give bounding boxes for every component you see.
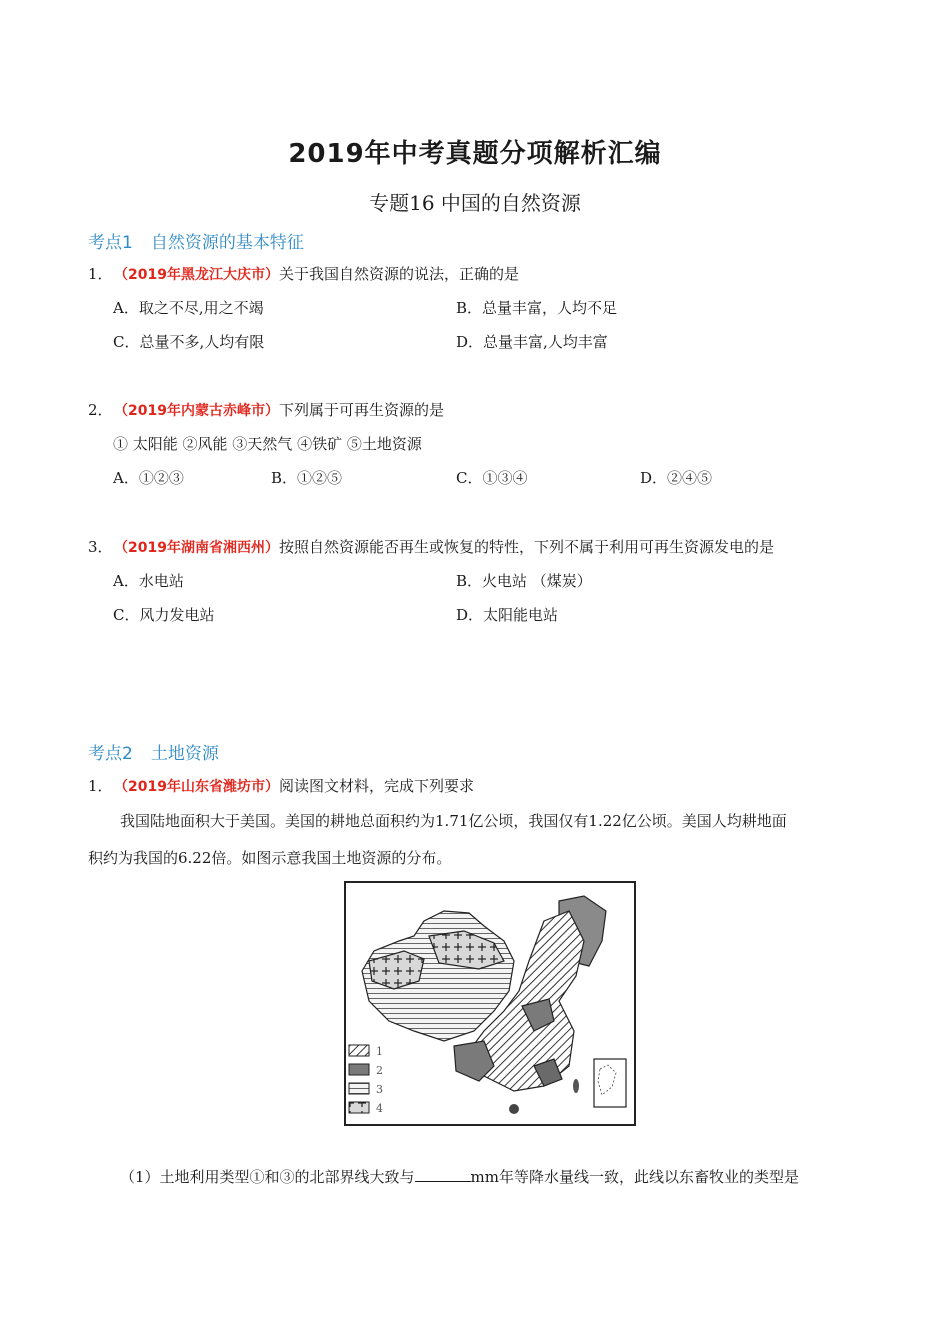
answer-blank[interactable]	[415, 1167, 471, 1182]
question-stem: 关于我国自然资源的说法，正确的是	[278, 265, 519, 283]
option-a: A．取之不尽,用之不竭	[113, 299, 264, 317]
legend-label-4: 4	[376, 1102, 383, 1115]
question-stem: 阅读图文材料，完成下列要求	[278, 777, 474, 795]
material-paragraph-line-1: 我国陆地面积大于美国。美国的耕地总面积约为1.71亿公顷，我国仅有1.22亿公顷。美国人均耕地面	[120, 812, 787, 830]
question-source: （2019年山东省潍坊市）	[114, 779, 279, 795]
material-paragraph-line-2: 积约为我国的6.22倍。如图示意我国土地资源的分布。	[88, 849, 452, 867]
page-subtitle: 专题16 中国的自然资源	[369, 191, 581, 215]
option-d: D．总量丰富,人均丰富	[456, 333, 608, 351]
section-heading-2: 考点2 土地资源	[88, 744, 219, 764]
question-1-2: 2．（2019年内蒙古赤峰市）下列属于可再生资源的是	[88, 401, 444, 419]
sub-question-1: （1）土地利用类型①和③的北部界线大致与 mm年等降水量线一致，此线以东畜牧业的类型是	[120, 1168, 799, 1186]
option-b: B．①②⑤	[271, 469, 343, 487]
option-a: A．水电站	[113, 572, 184, 590]
option-b: B．总量丰富，人均不足	[456, 299, 618, 317]
question-source: （2019年内蒙古赤峰市）	[114, 403, 279, 419]
legend-label-1: 1	[376, 1045, 383, 1058]
question-stem: 按照自然资源能否再生或恢复的特性，下列不属于利用可再生资源发电的是	[278, 538, 774, 556]
option-b: B．火电站 （煤炭）	[456, 572, 592, 590]
page-title: 2019年中考真题分项解析汇编	[288, 139, 662, 169]
option-d: D．太阳能电站	[456, 606, 559, 624]
question-source: （2019年黑龙江大庆市）	[114, 267, 279, 283]
question-items: ① 太阳能 ②风能 ③天然气 ④铁矿 ⑤土地资源	[113, 435, 422, 453]
question-1-3: 3．（2019年湖南省湘西州）按照自然资源能否再生或恢复的特性，下列不属于利用可再生资源发电的是	[88, 538, 774, 556]
question-stem: 下列属于可再生资源的是	[278, 401, 444, 419]
option-c: C．①③④	[456, 469, 528, 487]
legend-label-2: 2	[376, 1064, 383, 1077]
option-d: D．②④⑤	[640, 469, 713, 487]
question-1-1: 1．（2019年黑龙江大庆市）关于我国自然资源的说法，正确的是	[88, 265, 519, 283]
question-source: （2019年湖南省湘西州）	[114, 540, 279, 556]
china-land-resources-map	[344, 881, 636, 1126]
option-c: C．总量不多,人均有限	[113, 333, 265, 351]
question-2-1: 1．（2019年山东省潍坊市）阅读图文材料，完成下列要求	[88, 777, 474, 795]
option-c: C．风力发电站	[113, 606, 215, 624]
section-heading-1: 考点1 自然资源的基本特征	[88, 233, 304, 253]
legend-label-3: 3	[376, 1083, 383, 1096]
option-a: A．①②③	[113, 469, 184, 487]
